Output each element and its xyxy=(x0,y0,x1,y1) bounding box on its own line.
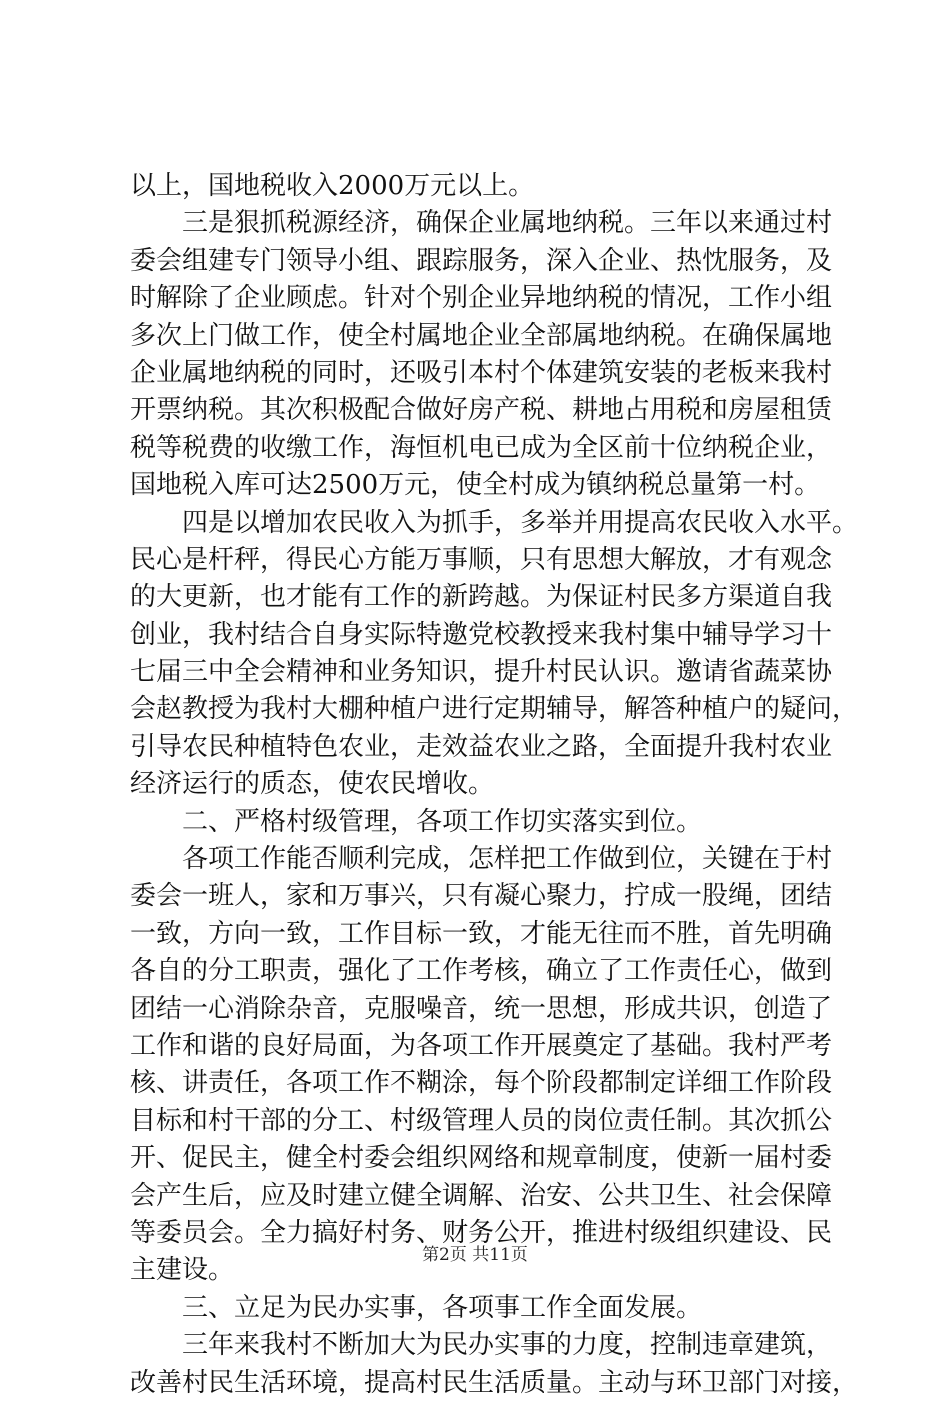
text-line: 委会组建专门领导小组、跟踪服务，深入企业、热忱服务，及 xyxy=(130,245,833,276)
text-line: 引导农民种植特色农业，走效益农业之路，全面提升我村农业 xyxy=(130,731,833,762)
text-line: 国地税入库可达2500万元，使全村成为镇纳税总量第一村。 xyxy=(130,470,821,501)
text-line: 一致，方向一致，工作目标一致，才能无往而不胜，首先明确 xyxy=(130,918,833,949)
text-line: 四是以增加农民收入为抓手，多举并用提高农民收入水平。 xyxy=(130,507,859,538)
text-line: 改善村民生活环境，提高村民生活质量。主动与环卫部门对接， xyxy=(130,1367,859,1398)
text-line: 团结一心消除杂音，克服噪音，统一思想，形成共识，创造了 xyxy=(130,993,833,1024)
text-line: 核、讲责任，各项工作不糊涂，每个阶段都制定详细工作阶段 xyxy=(130,1068,833,1099)
text-line: 时解除了企业顾虑。针对个别企业异地纳税的情况，工作小组 xyxy=(130,283,833,314)
text-line: 委会一班人，家和万事兴，只有凝心聚力，拧成一股绳，团结 xyxy=(130,881,833,912)
text-line: 各项工作能否顺利完成，怎样把工作做到位，关键在于村 xyxy=(130,844,833,875)
text-line: 工作和谐的良好局面，为各项工作开展奠定了基础。我村严考 xyxy=(130,1030,833,1061)
text-line: 七届三中全会精神和业务知识，提升村民认识。邀请省蔬菜协 xyxy=(130,657,833,688)
text-line: 主建设。 xyxy=(130,1255,235,1286)
text-line: 开、促民主，健全村委会组织网络和规章制度，使新一届村委 xyxy=(130,1143,833,1174)
text-line: 会产生后，应及时建立健全调解、治安、公共卫生、社会保障 xyxy=(130,1180,833,1211)
text-line: 的大更新，也才能有工作的新跨越。为保证村民多方渠道自我 xyxy=(130,582,833,613)
text-line: 以上，国地税收入2000万元以上。 xyxy=(130,171,535,201)
text-line: 会赵教授为我村大棚种植户进行定期辅导，解答种植户的疑问， xyxy=(130,694,859,725)
text-line: 等委员会。全力搞好村务、财务公开，推进村级组织建设、民 xyxy=(130,1217,833,1248)
text-line: 多次上门做工作，使全村属地企业全部属地纳税。在确保属地 xyxy=(130,320,833,351)
text-line: 各自的分工职责，强化了工作考核，确立了工作责任心，做到 xyxy=(130,956,833,987)
section-heading: 二、严格村级管理，各项工作切实落实到位。 xyxy=(130,806,703,837)
text-line: 税等税费的收缴工作，海恒机电已成为全区前十位纳税企业， xyxy=(130,432,833,463)
page-indicator: 第2页 共11页 xyxy=(422,1245,528,1265)
text-line: 三是狠抓税源经济，确保企业属地纳税。三年以来通过村 xyxy=(130,208,833,239)
text-line: 经济运行的质态，使农民增收。 xyxy=(130,769,495,800)
page-footer xyxy=(0,1240,950,1265)
text-line: 目标和村干部的分工、村级管理人员的岗位责任制。其次抓公 xyxy=(130,1105,833,1136)
section-heading: 三、立足为民办实事，各项事工作全面发展。 xyxy=(130,1292,703,1323)
document-body xyxy=(130,168,859,1402)
text-line: 创业，我村结合自身实际特邀党校教授来我村集中辅导学习十 xyxy=(130,619,833,650)
text-line: 企业属地纳税的同时，还吸引本村个体建筑安装的老板来我村 xyxy=(130,357,833,388)
text-line: 开票纳税。其次积极配合做好房产税、耕地占用税和房屋租赁 xyxy=(130,395,833,426)
text-line: 三年来我村不断加大为民办实事的力度，控制违章建筑， xyxy=(130,1330,833,1361)
text-line: 民心是杆秤，得民心方能万事顺，只有思想大解放，才有观念 xyxy=(130,544,833,575)
